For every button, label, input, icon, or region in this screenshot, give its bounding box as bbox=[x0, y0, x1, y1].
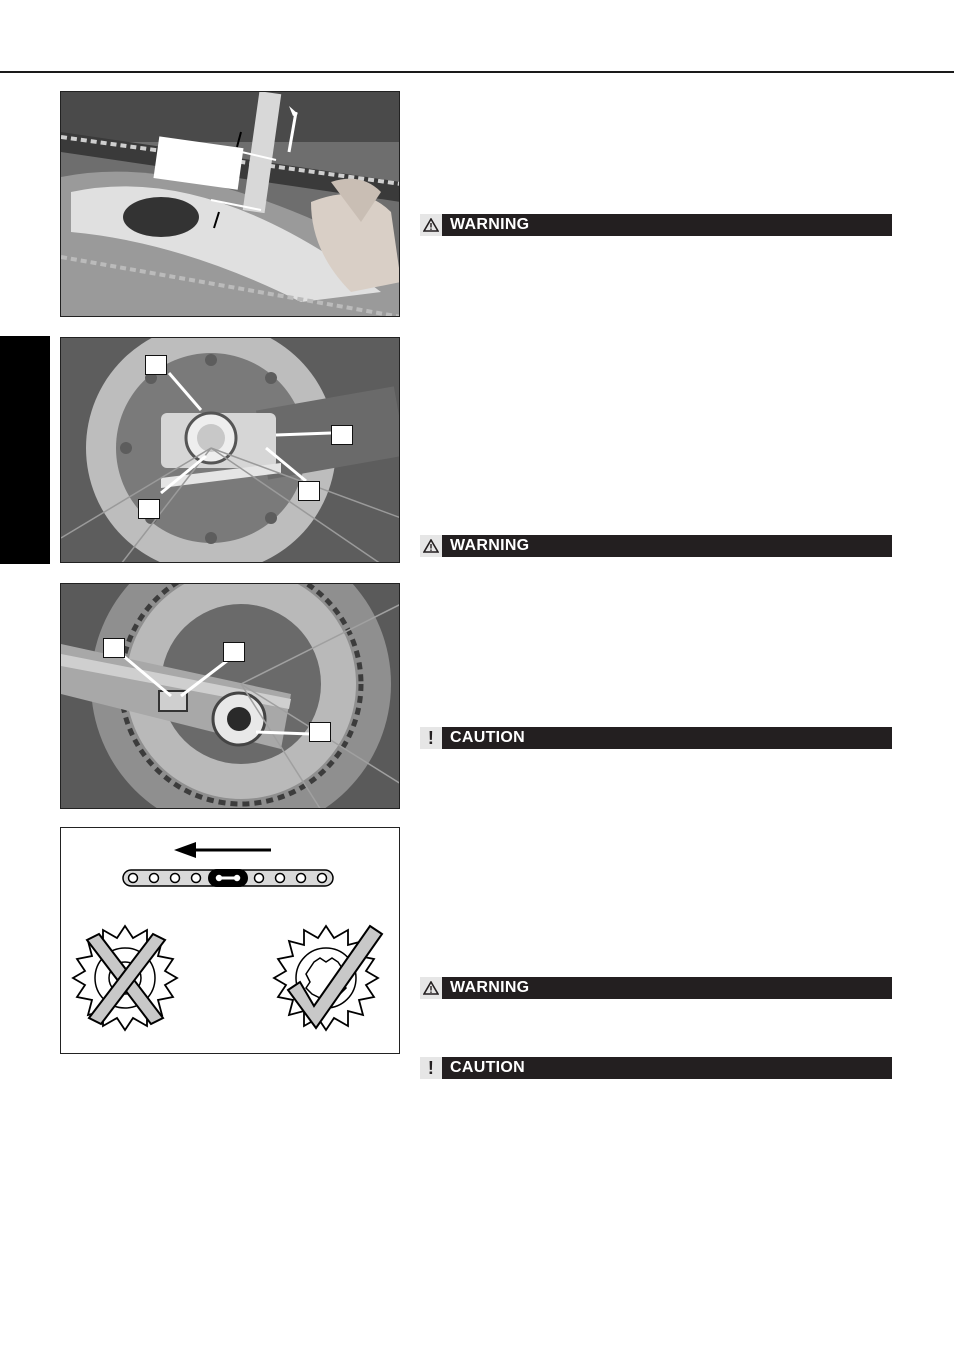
chain-tension-photo bbox=[60, 91, 400, 317]
adjuster-nut-photo bbox=[60, 583, 400, 809]
warning-label: WARNING bbox=[450, 979, 530, 996]
warning-triangle-icon bbox=[420, 977, 442, 999]
callout-box bbox=[145, 355, 167, 375]
caution-banner bbox=[420, 1057, 892, 1079]
warning-banner bbox=[420, 214, 892, 236]
warning-triangle-icon bbox=[420, 535, 442, 557]
direction-arrow-icon bbox=[174, 842, 271, 858]
correct-sprocket-icon bbox=[274, 926, 382, 1030]
chain-icon bbox=[123, 870, 333, 886]
warning-banner bbox=[420, 977, 892, 999]
exclamation-icon: ! bbox=[420, 1057, 442, 1079]
callout-box bbox=[103, 638, 125, 658]
callout-box bbox=[223, 642, 245, 662]
warning-label: WARNING bbox=[450, 216, 530, 233]
caution-label: CAUTION bbox=[450, 1059, 525, 1076]
warning-label: WARNING bbox=[450, 537, 530, 554]
callout-box bbox=[309, 722, 331, 742]
callout-box bbox=[331, 425, 353, 445]
warning-banner bbox=[420, 535, 892, 557]
wrong-sprocket-icon bbox=[73, 926, 177, 1030]
warning-triangle-icon bbox=[420, 214, 442, 236]
callout-box bbox=[298, 481, 320, 501]
header-rule bbox=[0, 71, 954, 73]
section-tab bbox=[0, 336, 50, 564]
caution-label: CAUTION bbox=[450, 729, 525, 746]
caution-banner bbox=[420, 727, 892, 749]
exclamation-icon: ! bbox=[420, 727, 442, 749]
callout-box bbox=[138, 499, 160, 519]
master-link-diagram bbox=[60, 827, 400, 1054]
axle-adjuster-photo bbox=[60, 337, 400, 563]
